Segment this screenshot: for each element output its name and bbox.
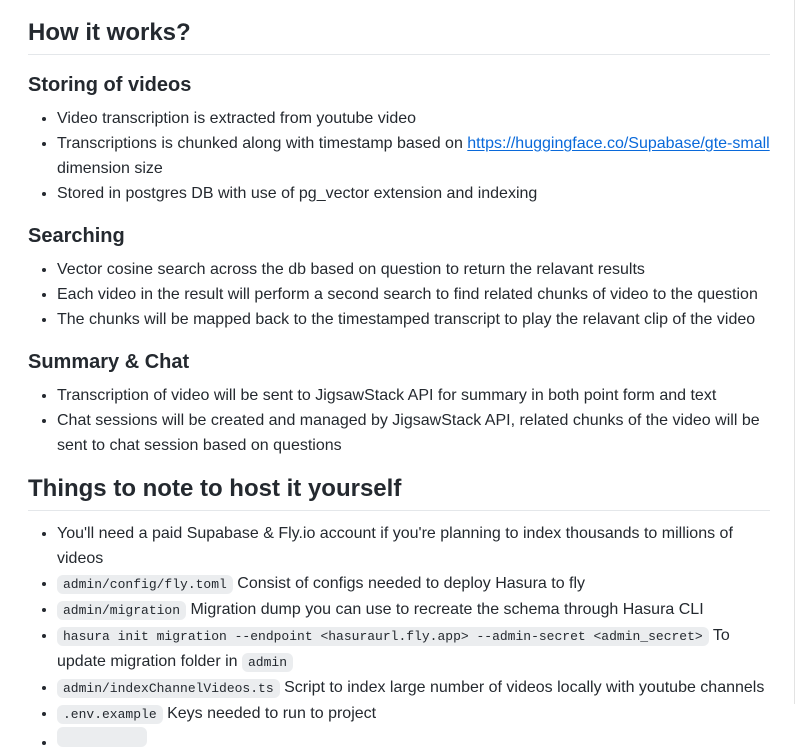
bullet-text: dimension size — [57, 160, 163, 177]
list-item — [57, 181, 770, 206]
bullet-text: Each video in the result will perform a second search to find related chunks of video to the question — [57, 286, 758, 303]
inline-code: admin/indexChannelVideos.ts — [57, 679, 280, 698]
section-heading-summary-and-chat: Summary & Chat — [28, 351, 190, 373]
list-item — [57, 307, 770, 332]
list-item — [57, 701, 770, 727]
bullet-text: Transcription of video will be sent to JigsawStack API for summary in both point form and text — [57, 387, 717, 404]
bullet-text: Stored in postgres DB with use of pg_vector extension and indexing — [57, 185, 538, 202]
inline-code — [57, 727, 147, 747]
bullet-text: You'll need a paid Supabase & Fly.io account if you're planning to index thousands to millions of videos — [57, 525, 733, 567]
list-item — [57, 383, 770, 408]
list-item — [57, 597, 770, 623]
bullet-text: Transcriptions is chunked along with timestamp based on — [57, 135, 468, 152]
list-item — [57, 521, 770, 571]
list-item — [57, 131, 770, 181]
section-heading-storing-of-videos: Storing of videos — [28, 74, 192, 96]
section-heading-how-it-works: How it works? — [28, 18, 770, 55]
inline-code: admin/config/fly.toml — [57, 575, 233, 594]
section-heading-searching: Searching — [28, 225, 125, 247]
bullet-text: Vector cosine search across the db based on question to return the relavant results — [57, 261, 645, 278]
inline-code: hasura init migration --endpoint <hasuraurl.fly.app> --admin-secret <admin_secret> — [57, 627, 709, 646]
inline-code: admin/migration — [57, 601, 186, 620]
bullet-text: To update migration folder in — [57, 627, 730, 670]
page-right-border — [794, 0, 795, 704]
bullet-text: The chunks will be mapped back to the timestamped transcript to play the relavant clip of the video — [57, 311, 756, 328]
summary-and-chat-list — [28, 383, 770, 458]
list-item — [57, 727, 770, 755]
inline-code: admin — [242, 653, 293, 672]
bullet-text: Video transcription is extracted from youtube video — [57, 110, 417, 127]
bullet-text: Chat sessions will be created and managed by JigsawStack API, related chunks of the video will be sent to chat session based on questions — [57, 412, 760, 454]
list-item — [57, 571, 770, 597]
section-heading-things-to-note: Things to note to host it yourself — [28, 474, 770, 511]
list-item — [57, 282, 770, 307]
list-item — [57, 675, 770, 701]
storing-of-videos-list — [28, 106, 770, 206]
bullet-text: Migration dump you can use to recreate the schema through Hasura CLI — [186, 601, 704, 618]
inline-link[interactable]: https://huggingface.co/Supabase/gte-small — [467, 135, 770, 152]
list-item — [57, 106, 770, 131]
bullet-text: Keys needed to run to project — [162, 705, 377, 722]
list-item — [57, 257, 770, 282]
list-item — [57, 408, 770, 458]
inline-code: .env.example — [57, 705, 163, 724]
bullet-text: Consist of configs needed to deploy Hasura to fly — [232, 575, 586, 592]
searching-list — [28, 257, 770, 332]
bullet-text: Script to index large number of videos locally with youtube channels — [279, 679, 765, 696]
list-item — [57, 623, 770, 675]
things-to-note-list — [28, 521, 770, 755]
